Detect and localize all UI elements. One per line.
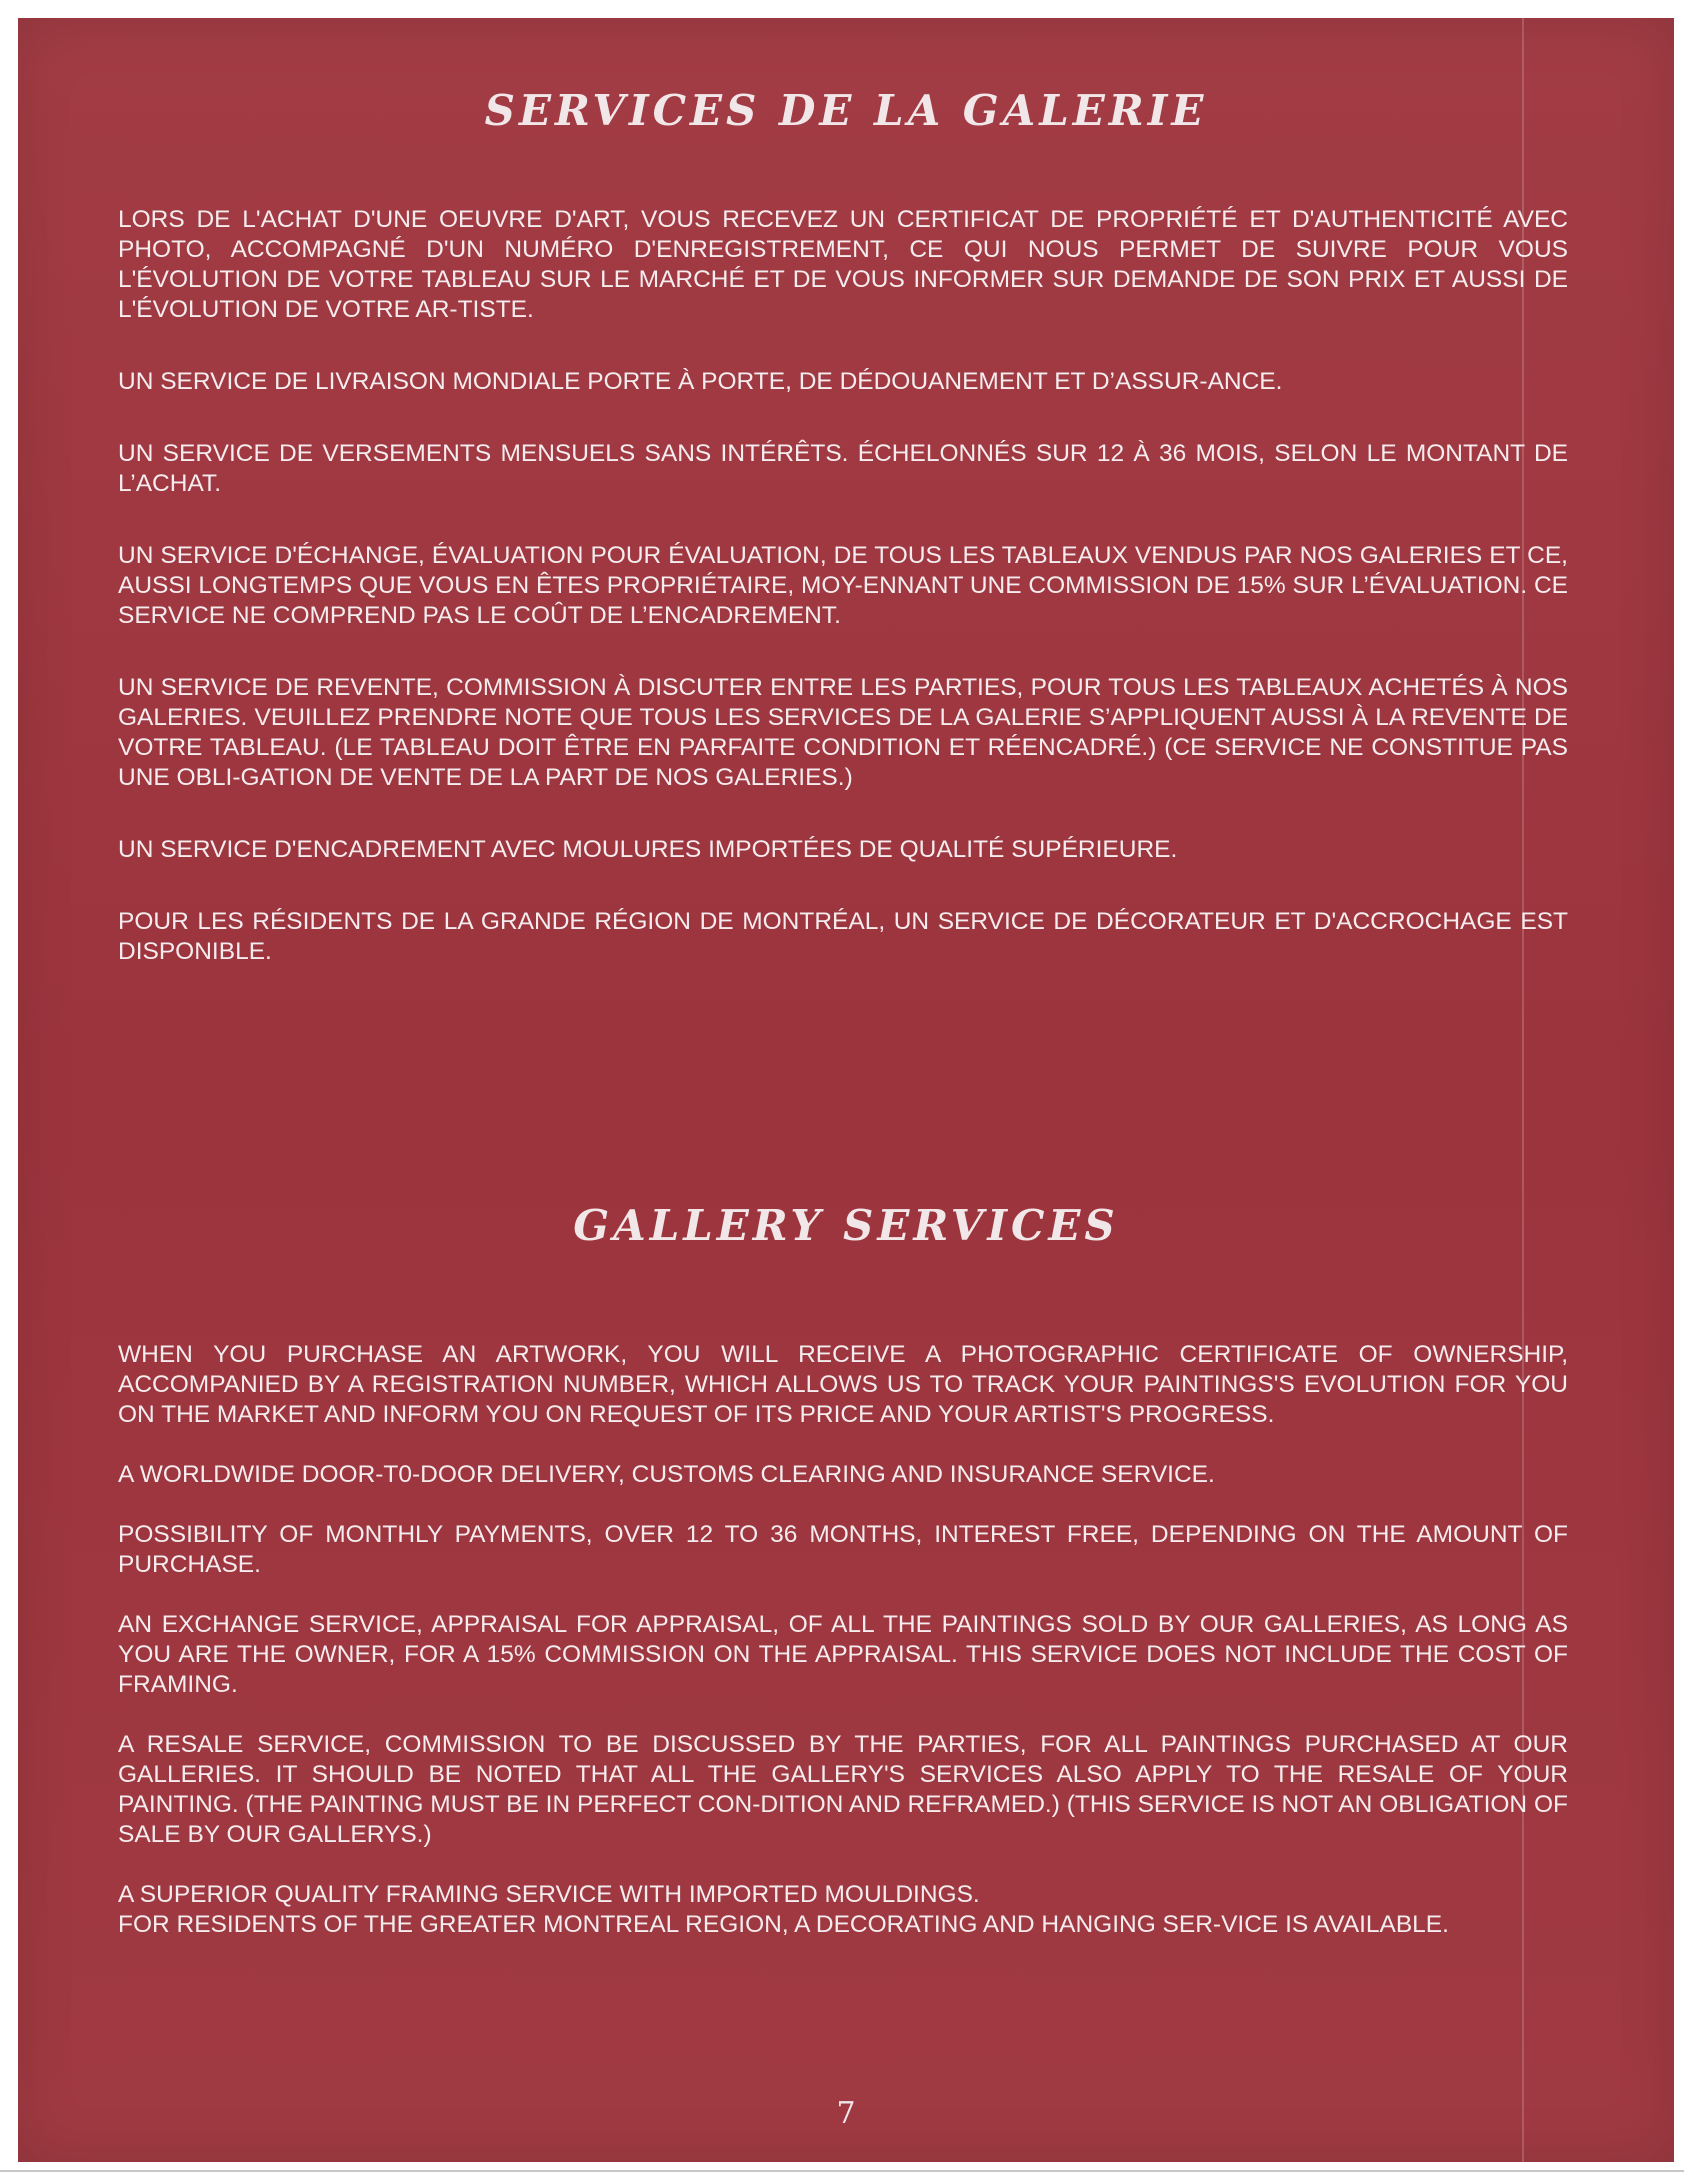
english-section-title: GALLERY SERVICES bbox=[573, 1201, 1119, 1251]
english-paragraphs bbox=[118, 1340, 1568, 1970]
english-paragraph: A RESALE SERVICE, COMMISSION TO BE DISCUSSED BY THE PARTIES, FOR ALL PAINTINGS PURCHASED AT OUR GALLERIES. IT SHOULD BE NOTED THAT ALL THE GALLERY'S SERVICES ALSO APPLY TO THE RESALE OF YOUR PAINTING. (THE PAINTING MUST BE IN PERFECT CON-DITION AND REFRAMED.) (THIS SERVICE IS NOT AN OBLIGATION OF SALE BY OUR GALLERYS.) bbox=[118, 1731, 1568, 1848]
page-number: 7 bbox=[836, 2096, 856, 2131]
english-paragraph: POSSIBILITY OF MONTHLY PAYMENTS, OVER 12 TO 36 MONTHS, INTEREST FREE, DEPENDING ON THE AMOUNT OF PURCHASE. bbox=[118, 1521, 1568, 1578]
french-paragraph: UN SERVICE D'ÉCHANGE, ÉVALUATION POUR ÉVALUATION, DE TOUS LES TABLEAUX VENDUS PAR NOS GALERIES ET CE, AUSSI LONGTEMPS QUE VOUS EN ÊTES PROPRIÉTAIRE, MOY-ENNANT UNE COMMISSION DE 15% SUR L’ÉVALUATION. CE SERVICE NE COMPREND PAS LE COÛT DE L’ENCADREMENT. bbox=[118, 542, 1568, 629]
french-paragraph: UN SERVICE DE LIVRAISON MONDIALE PORTE À PORTE, DE DÉDOUANEMENT ET D’ASSUR-ANCE. bbox=[118, 368, 1283, 395]
english-paragraph: WHEN YOU PURCHASE AN ARTWORK, YOU WILL RECEIVE A PHOTOGRAPHIC CERTIFICATE OF OWNERSHIP, ACCOMPANIED BY A REGISTRATION NUMBER, WHICH ALLOWS US TO TRACK YOUR PAINTINGS'S EVOLUTION FOR YOU ON THE MARKET AND INFORM YOU ON REQUEST OF ITS PRICE AND YOUR ARTIST'S PROGRESS. bbox=[118, 1341, 1568, 1428]
bottom-rule bbox=[0, 2170, 1684, 2172]
french-section-title: SERVICES DE LA GALERIE bbox=[484, 86, 1208, 136]
english-paragraph: FOR RESIDENTS OF THE GREATER MONTREAL REGION, A DECORATING AND HANGING SER-VICE IS AVAILABLE. bbox=[118, 1911, 1449, 1938]
french-paragraph: UN SERVICE DE REVENTE, COMMISSION À DISCUTER ENTRE LES PARTIES, POUR TOUS LES TABLEAUX ACHETÉS À NOS GALERIES. VEUILLEZ PRENDRE NOTE QUE TOUS LES SERVICES DE LA GALERIE S’APPLIQUENT AUSSI À LA REVENTE DE VOTRE TABLEAU. (LE TABLEAU DOIT ÊTRE EN PARFAITE CONDITION ET RÉENCADRÉ.) (CE SERVICE NE CONSTITUE PAS UNE OBLI-GATION DE VENTE DE LA PART DE NOS GALERIES.) bbox=[118, 674, 1568, 791]
french-paragraph: LORS DE L'ACHAT D'UNE OEUVRE D'ART, VOUS RECEVEZ UN CERTIFICAT DE PROPRIÉTÉ ET D'AUTHENTICITÉ AVEC PHOTO, ACCOMPAGNÉ D'UN NUMÉRO D'ENREGISTREMENT, CE QUI NOUS PERMET DE SUIVRE POUR VOUS L'ÉVOLUTION DE VOTRE TABLEAU SUR LE MARCHÉ ET DE VOUS INFORMER SUR DEMANDE DE SON PRIX ET AUSSI DE L'ÉVOLUTION DE VOTRE AR-TISTE. bbox=[118, 206, 1568, 323]
english-paragraph: A WORLDWIDE DOOR-T0-DOOR DELIVERY, CUSTOMS CLEARING AND INSURANCE SERVICE. bbox=[118, 1461, 1215, 1488]
page-panel bbox=[18, 18, 1674, 2162]
french-paragraph: UN SERVICE D'ENCADREMENT AVEC MOULURES IMPORTÉES DE QUALITÉ SUPÉRIEURE. bbox=[118, 836, 1178, 863]
english-paragraph: A SUPERIOR QUALITY FRAMING SERVICE WITH IMPORTED MOULDINGS. bbox=[118, 1881, 980, 1908]
french-paragraphs bbox=[118, 205, 1568, 1009]
french-paragraph: UN SERVICE DE VERSEMENTS MENSUELS SANS INTÉRÊTS. ÉCHELONNÉS SUR 12 À 36 MOIS, SELON LE MONTANT DE L’ACHAT. bbox=[118, 440, 1568, 497]
english-paragraph: AN EXCHANGE SERVICE, APPRAISAL FOR APPRAISAL, OF ALL THE PAINTINGS SOLD BY OUR GALLERIES, AS LONG AS YOU ARE THE OWNER, FOR A 15% COMMISSION ON THE APPRAISAL. THIS SERVICE DOES NOT INCLUDE THE COST OF FRAMING. bbox=[118, 1611, 1568, 1698]
french-paragraph: POUR LES RÉSIDENTS DE LA GRANDE RÉGION DE MONTRÉAL, UN SERVICE DE DÉCORATEUR ET D'ACCROCHAGE EST DISPONIBLE. bbox=[118, 908, 1568, 965]
